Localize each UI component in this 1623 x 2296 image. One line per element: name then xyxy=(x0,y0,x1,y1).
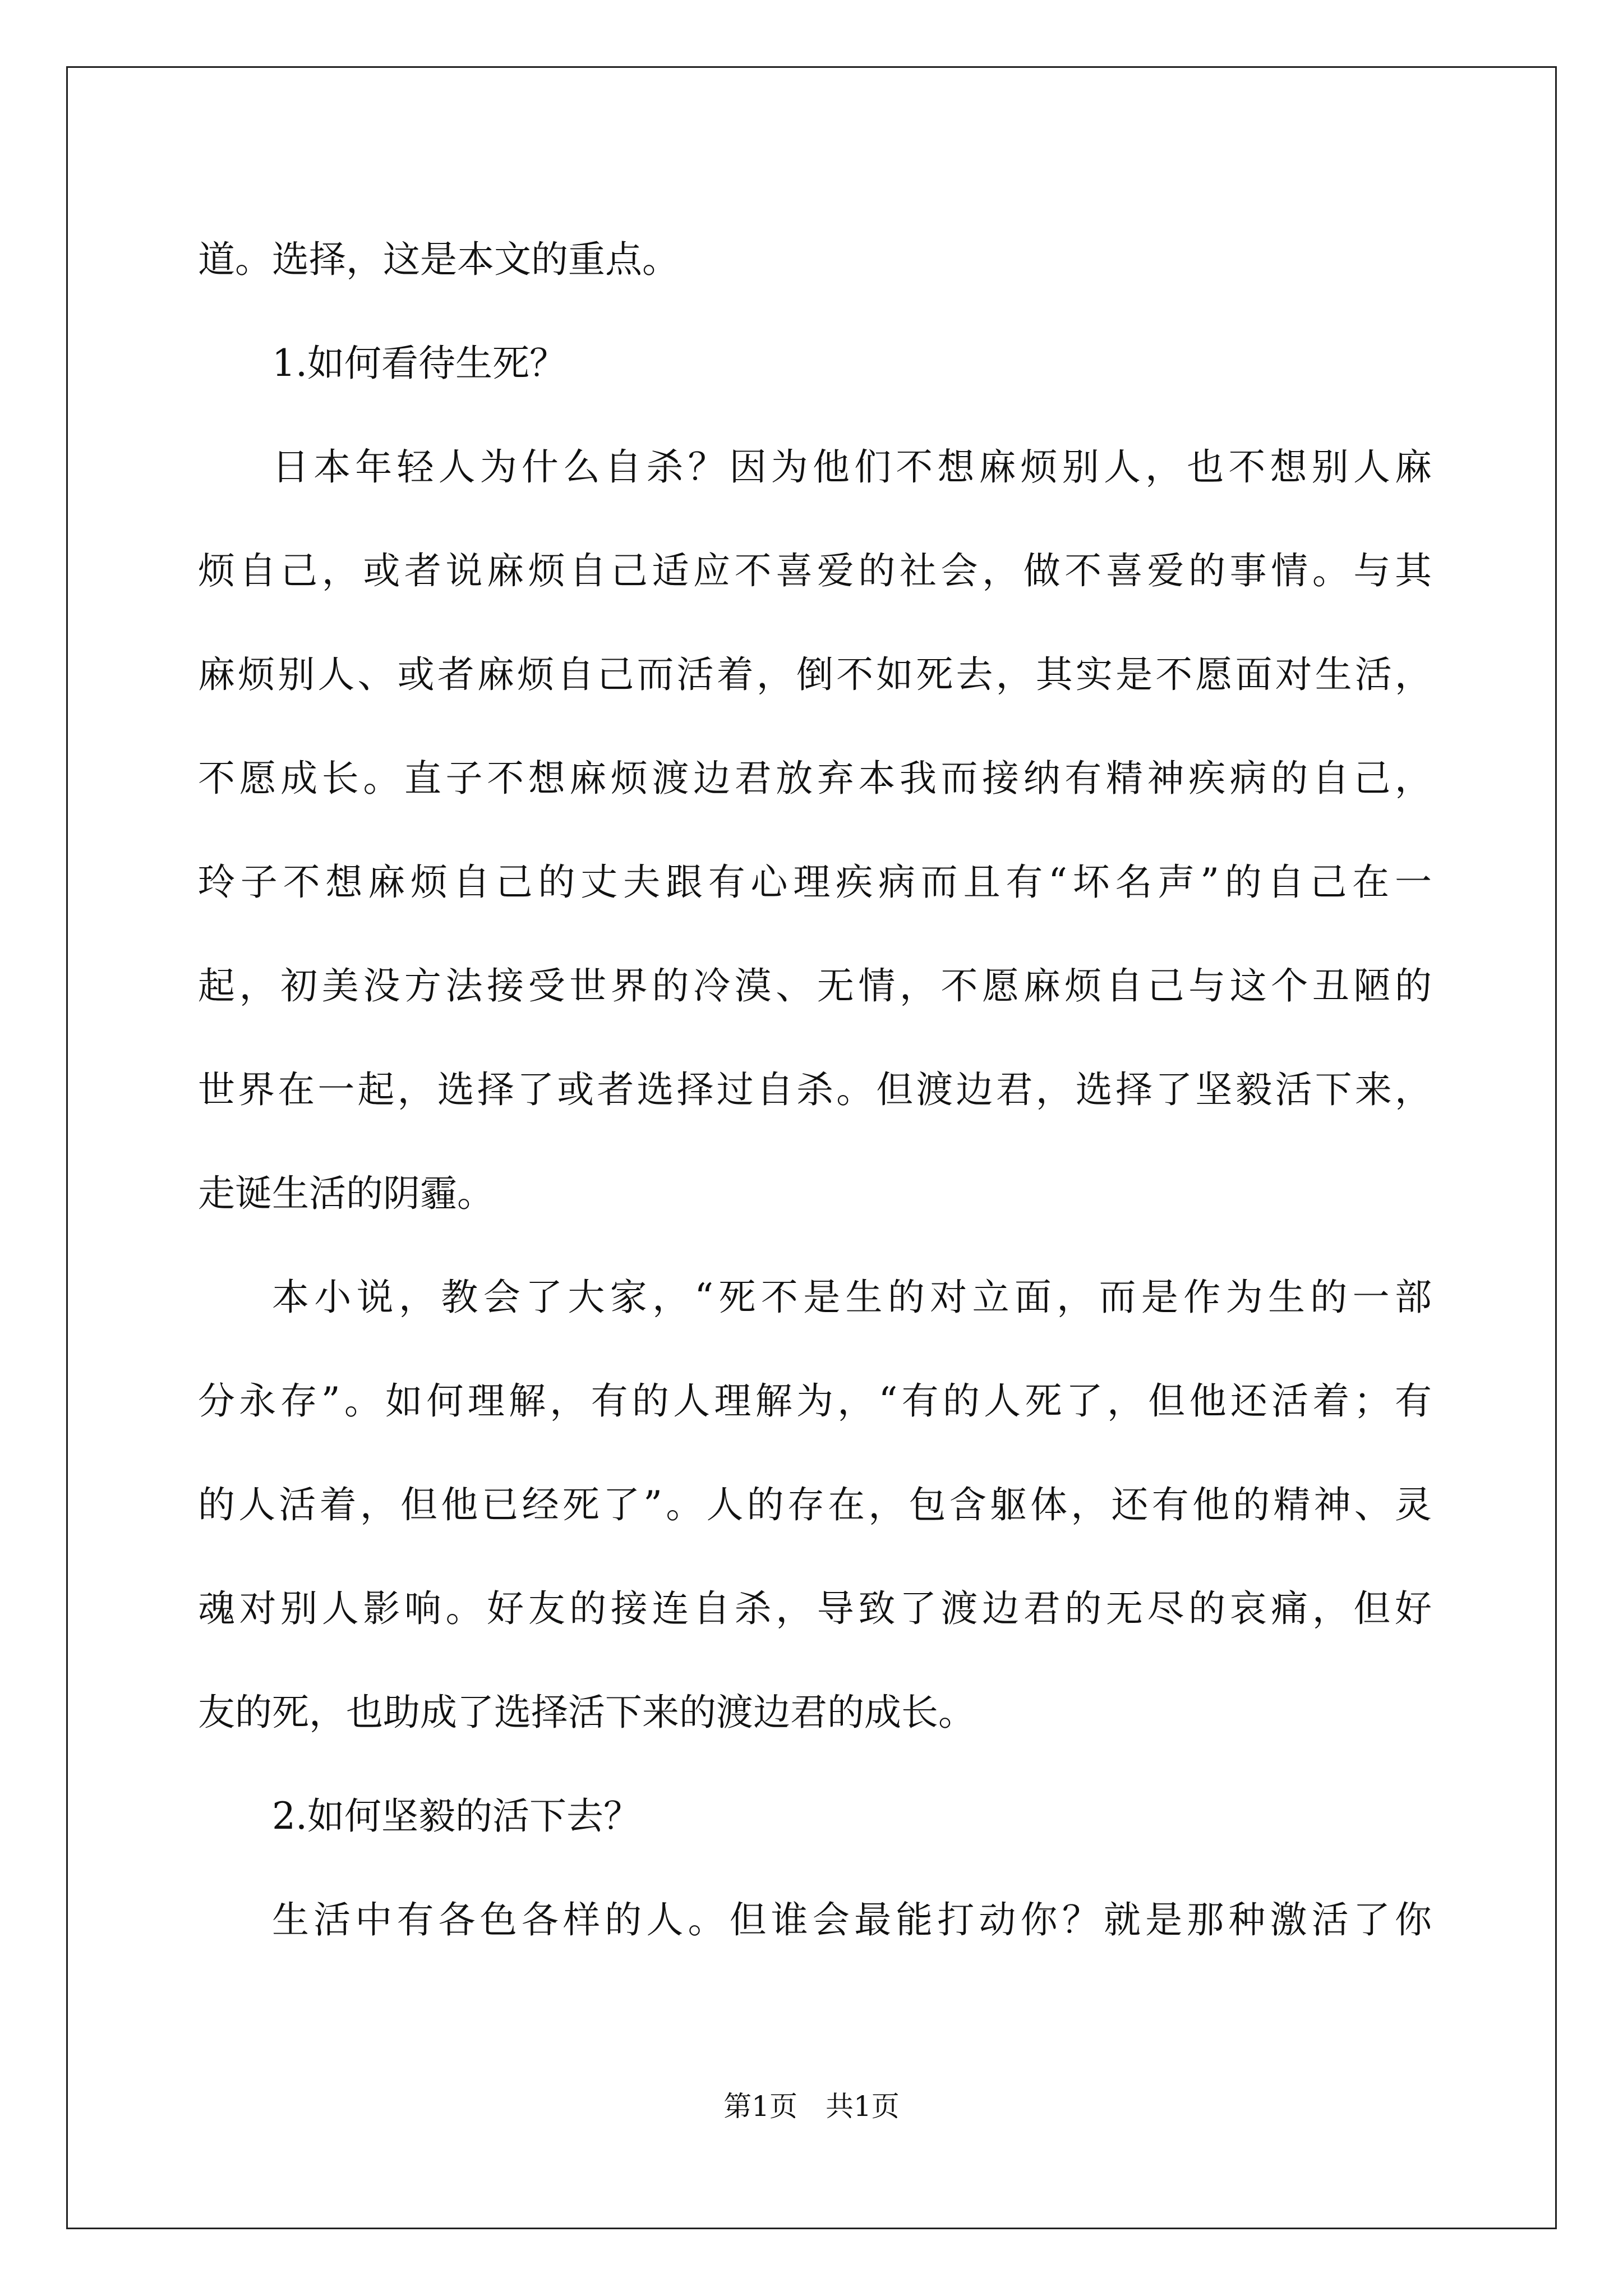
section-heading: 1.如何看待生死？ xyxy=(272,342,566,385)
paragraph-line: 世界在一起，选择了或者选择过自杀。但渡边君，选择了坚毅活下来， xyxy=(198,1068,1432,1111)
paragraph-line: 本小说，教会了大家，“死不是生的对立面，而是作为生的一部 xyxy=(272,1276,1432,1319)
page-footer: 第1页 共1页 xyxy=(723,2090,900,2123)
paragraph-line: 友的死，也助成了选择活下来的渡边君的成长。 xyxy=(198,1691,975,1734)
section-heading: 2.如何坚毅的活下去？ xyxy=(272,1795,640,1838)
paragraph-line: 的人活着，但他已经死了”。人的存在，包含躯体，还有他的精神、灵 xyxy=(198,1483,1432,1526)
paragraph-line: 魂对别人影响。好友的接连自杀，导致了渡边君的无尽的哀痛，但好 xyxy=(198,1587,1432,1630)
paragraph-line: 道。选择，这是本文的重点。 xyxy=(198,238,679,281)
paragraph-line: 烦自己，或者说麻烦自己适应不喜爱的社会，做不喜爱的事情。与其 xyxy=(198,549,1432,592)
paragraph-line: 不愿成长。直子不想麻烦渡边君放弃本我而接纳有精神疾病的自己， xyxy=(198,757,1432,800)
paragraph-line: 分永存”。如何理解，有的人理解为，“有的人死了，但他还活着；有 xyxy=(198,1379,1432,1423)
paragraph-line: 麻烦别人、或者麻烦自己而活着，倒不如死去，其实是不愿面对生活， xyxy=(198,653,1432,696)
paragraph-line: 走诞生活的阴霾。 xyxy=(198,1172,494,1215)
paragraph-line: 玲子不想麻烦自己的丈夫跟有心理疾病而且有“坏名声”的自己在一 xyxy=(198,861,1432,904)
paragraph-line: 日本年轻人为什么自杀？因为他们不想麻烦别人，也不想别人麻 xyxy=(272,445,1432,489)
document-body xyxy=(198,208,1432,1972)
paragraph-line: 起，初美没方法接受世界的冷漠、无情，不愿麻烦自己与这个丑陋的 xyxy=(198,964,1432,1007)
paragraph-line: 生活中有各色各样的人。但谁会最能打动你？就是那种激活了你 xyxy=(272,1898,1432,1941)
